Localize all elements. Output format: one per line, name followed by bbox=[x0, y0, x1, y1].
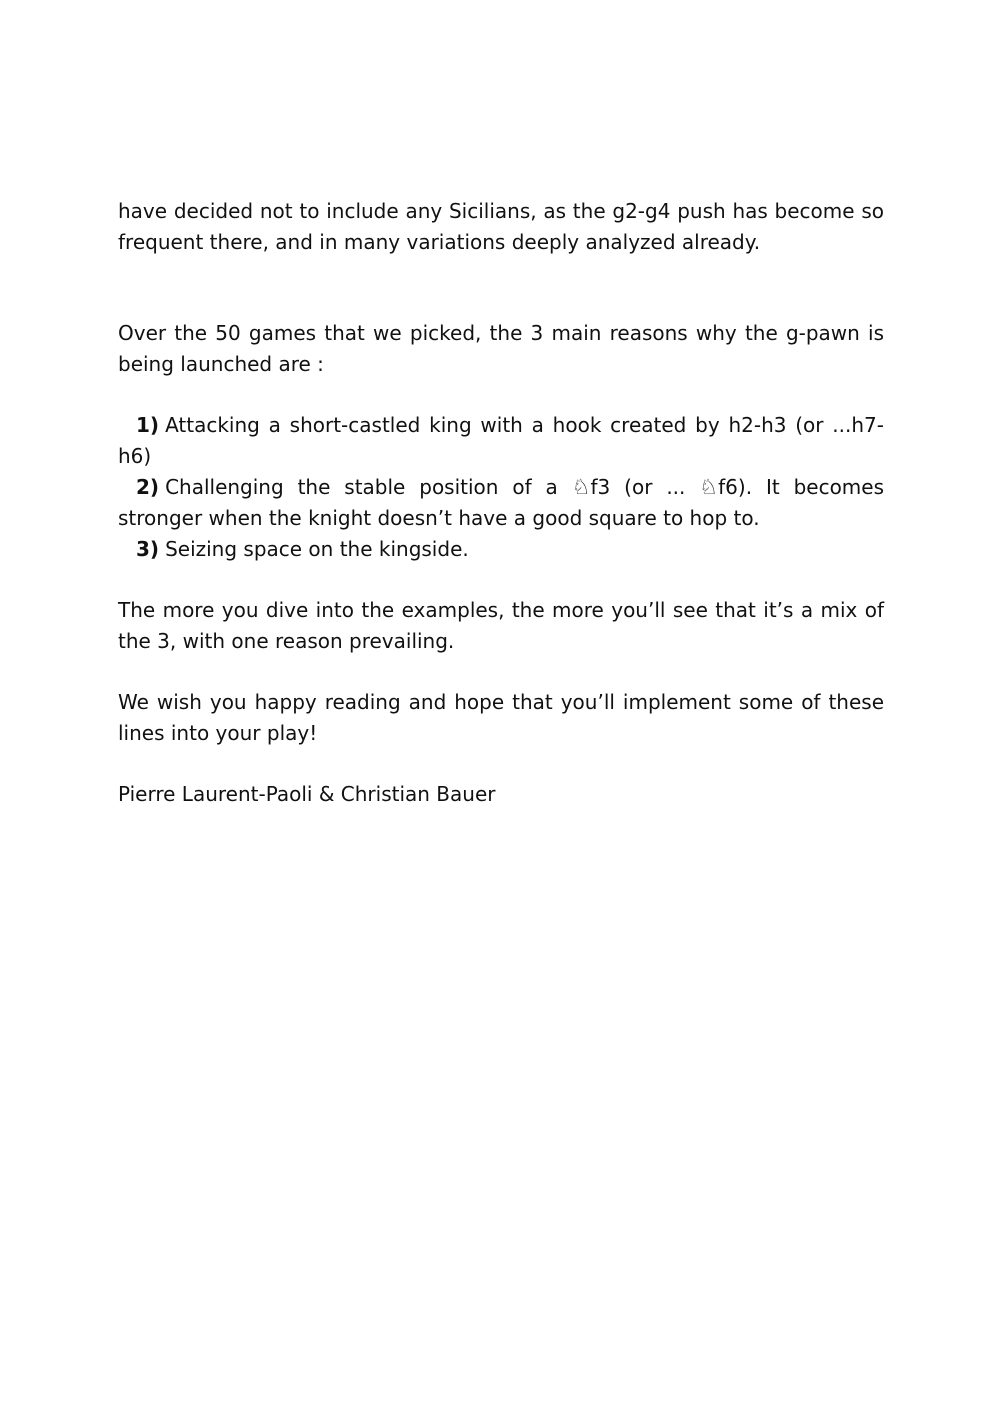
list-item-number: 1) bbox=[136, 413, 160, 437]
list-item-text: f3 (or ... bbox=[590, 475, 700, 499]
list-item bbox=[118, 472, 884, 534]
list-item-number: 2) bbox=[136, 475, 160, 499]
document-body bbox=[118, 196, 884, 810]
list-item-text: Seizing space on the kingside. bbox=[165, 537, 469, 561]
list-item bbox=[118, 410, 884, 472]
list-item-text: Attacking a short-castled king with a hook created by h2-h3 (or ...h7-h6) bbox=[118, 413, 884, 468]
list-item-text: Challenging the stable position of a bbox=[165, 475, 572, 499]
list-item-number: 3) bbox=[136, 537, 160, 561]
knight-icon: ♘ bbox=[699, 475, 719, 499]
signature: Pierre Laurent-Paoli & Christian Bauer bbox=[118, 782, 496, 806]
wish-paragraph: We wish you happy reading and hope that you’ll implement some of these lines into your play! bbox=[118, 690, 884, 745]
intro-paragraph: have decided not to include any Sicilians, as the g2-g4 push has become so frequent there, and in many variations deeply analyzed already. bbox=[118, 199, 884, 254]
reasons-intro-paragraph: Over the 50 games that we picked, the 3 main reasons why the g-pawn is being launched are : bbox=[118, 321, 884, 376]
list-item-text: f6). It becomes stronger when the knight doesn’t have a good square to hop to. bbox=[118, 475, 885, 530]
list-item bbox=[118, 534, 884, 565]
mix-paragraph: The more you dive into the examples, the more you’ll see that it’s a mix of the 3, with one reason prevailing. bbox=[118, 598, 884, 653]
reasons-list bbox=[118, 410, 884, 565]
knight-icon: ♘ bbox=[571, 475, 591, 499]
